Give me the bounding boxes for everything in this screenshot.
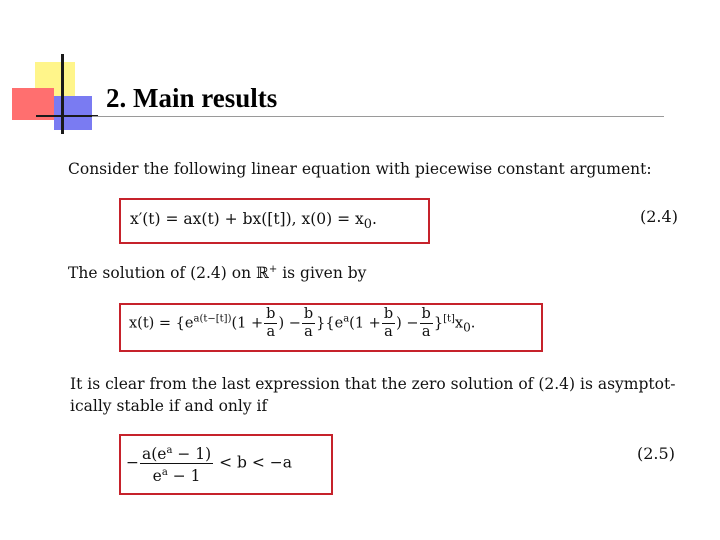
equation-number-2-5: (2.5) [637,444,675,463]
equation-2-5: − $\frac{a(e^a - 1)}{e^a - 1}$ < b < −a [126,442,292,485]
fraction-b-over-a-2: $\frac{b}{a}$ [303,306,314,340]
fraction-b-over-a-3: $\frac{b}{a}$ [383,306,394,340]
equation-number-2-4: (2.4) [640,207,678,226]
decor-vertical-line [61,54,64,134]
clear-text-line-1: It is clear from the last expression that the zero solution of (2.4) is asymptot- [70,375,676,393]
intro-text: Consider the following linear equation with piecewise constant argument: [68,160,652,178]
fraction-b-over-a-1: $\frac{b}{a}$ [266,306,276,340]
equation-2-4: x′(t) = ax(t) + bx([t]), $x(0) = x_0$. [130,210,377,233]
slide-title: 2. Main results [106,83,278,113]
decor-horizontal-line [36,115,98,117]
solution-equation: $x(t) = \{e^{a(t-[t])}(1$ + $\frac{b}{a}$ ) − $\frac{b}{a}$ }{$e^a(1$ + $\frac{b}{a}$ ) − $\frac{b}{a}$ }$[t]x_0$. [129,306,476,340]
title-underline [92,116,664,117]
fraction-stability: $\frac{a(e^a - 1)}{e^a - 1}$ [142,445,212,486]
solution-text: The solution of (2.4) on ℝ+ is given by [68,264,367,283]
clear-text-line-2: ically stable if and only if [70,397,268,415]
fraction-b-over-a-4: $\frac{b}{a}$ [421,306,431,340]
decor-blue-square [54,96,92,130]
